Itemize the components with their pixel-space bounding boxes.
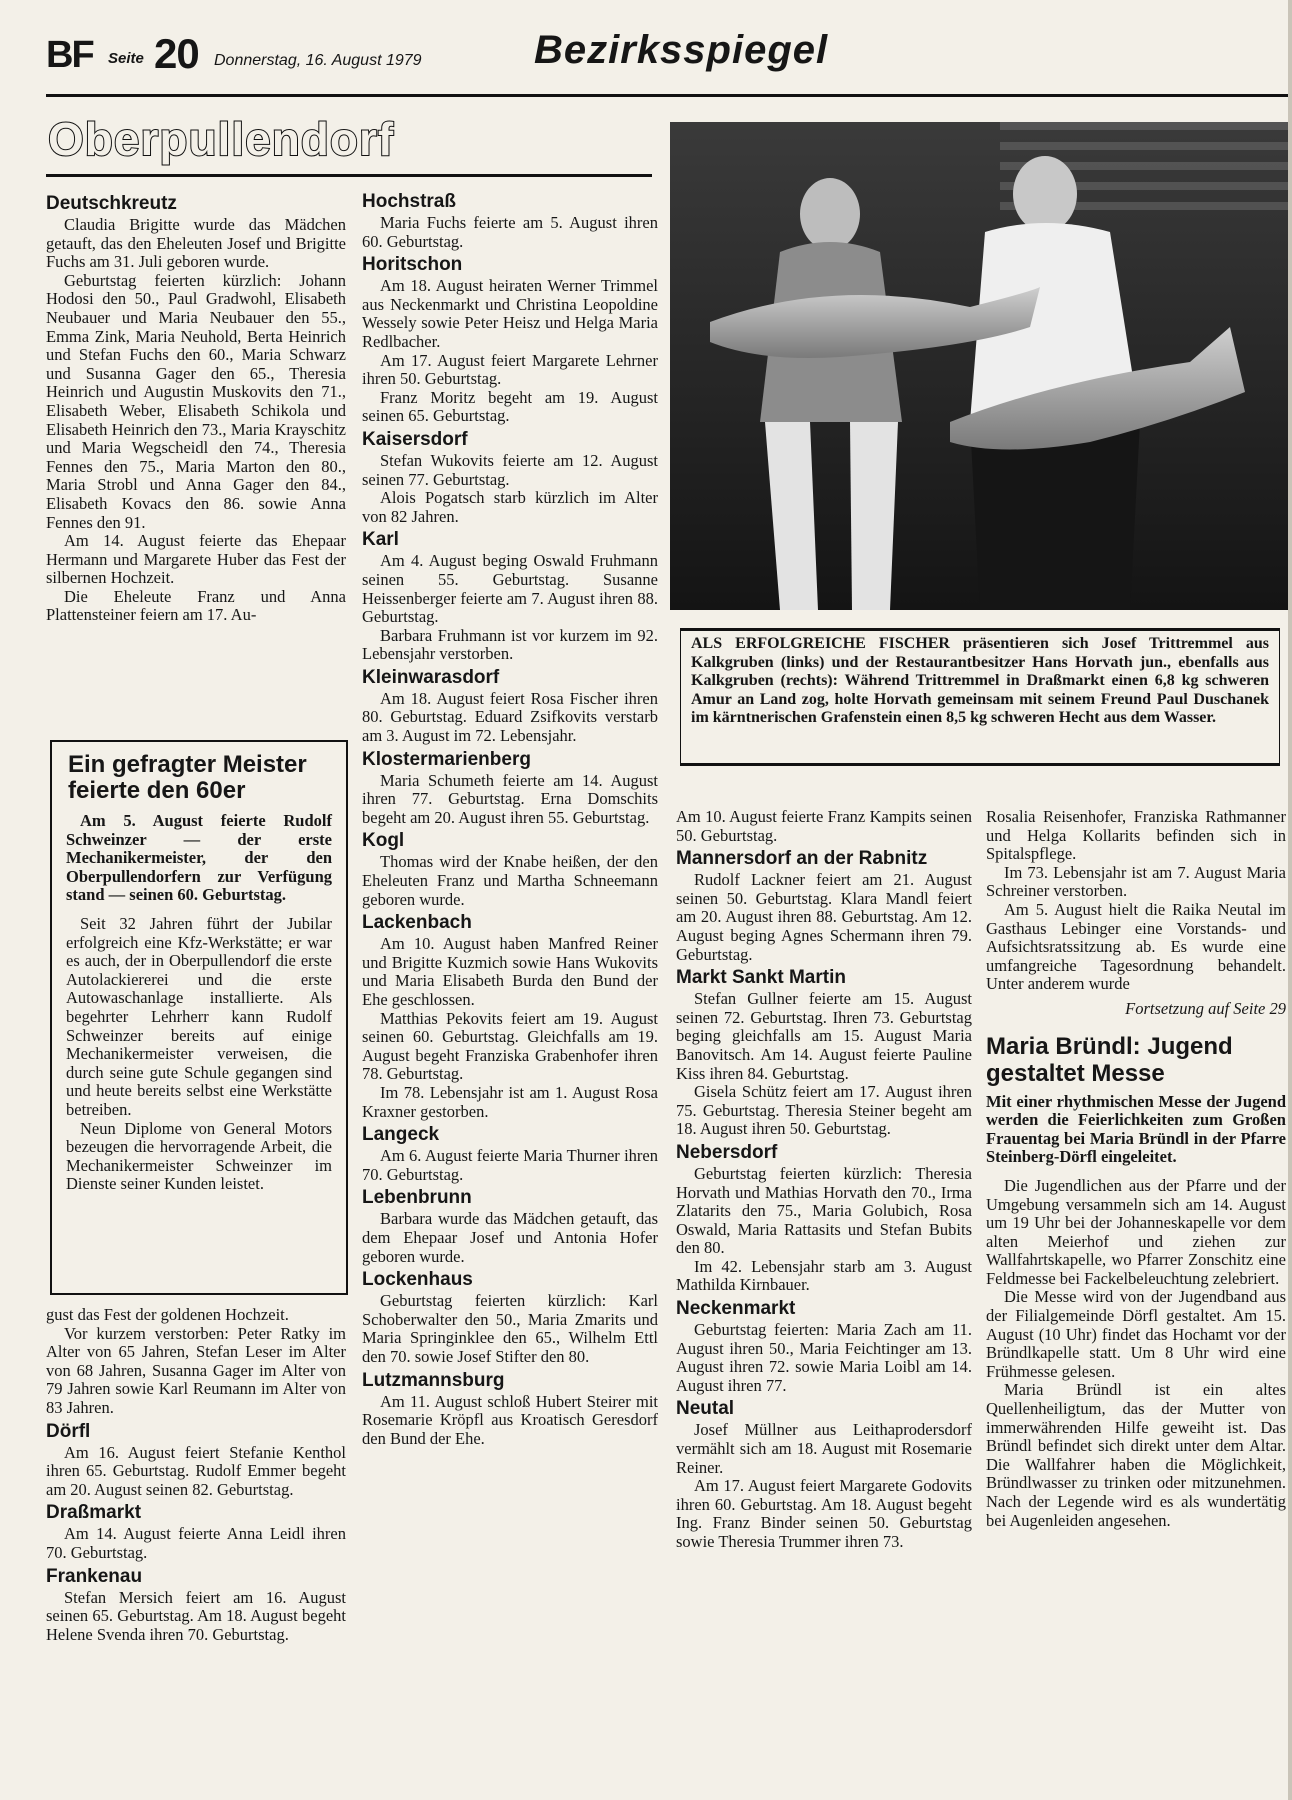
news-paragraph: Am 10. August haben Manfred Reiner und Brigitte Kuzmich sowie Hans Wukovits und Maria Elisabeth Burda den Bund der Ehe geschlossen. [362,934,658,1009]
news-paragraph: Maria Schumeth feierte am 14. August ihren 77. Geburtstag. Erna Domschits begeht am 20. August ihren 55. Geburtstag. [362,770,658,827]
column-4 [986,808,1286,1530]
maria-bruendl-lead: Mit einer rhythmischen Messe der Jugend werden die Feierlichkeiten zum Großen Frauentag bei Maria Bründl in der Pfarre Steinberg-Dörfl eingeleitet. [986,1091,1286,1167]
column-2 [362,188,658,1448]
news-paragraph: Am 18. August heiraten Werner Trimmel aus Neckenmarkt und Christina Leopoldine Wessely sowie Peter Heisz und Helga Maria Redlbacher. [362,276,658,351]
news-paragraph: Geburtstag feierten: Maria Zach am 11. August ihren 50., Maria Feichtinger am 13. August ihren 72. sowie Maria Loibl am 14. August ihren 77. [676,1320,972,1395]
town-heading: Kogl [362,830,405,852]
news-paragraph: Rudolf Lackner feiert am 21. August seinen 50. Geburtstag. Klara Mandl feiert am 20. August ihren 88. Geburtstag. Am 12. August beging Agnes Schermann ihren 79. Geburtstag. [676,870,972,964]
town-heading: Frankenau [46,1565,143,1587]
town-heading: Kaisersdorf [362,428,468,450]
town-heading: Hochstraß [362,191,456,212]
issue-date: Donnerstag, 16. August 1979 [214,52,422,69]
news-paragraph: Neun Diplome von General Motors bezeugen die hervorragende Arbeit, die Mechanikermeister Schweinzer im Dienste seiner Kunden leistet. [66,1118,332,1194]
masthead-rule [46,94,1292,97]
maria-bruendl-body [986,1177,1286,1530]
town-heading: Lebenbrunn [362,1187,472,1209]
news-paragraph: Rosalia Reisenhofer, Franziska Rathmanner und Helga Kollarits befinden sich in Spitalspflege. [986,807,1286,864]
news-paragraph: Alois Pogatsch starb kürzlich im Alter von 82 Jahren. [362,488,658,526]
news-paragraph: Vor kurzem verstorben: Peter Ratky im Alter von 65 Jahren, Stefan Leser im Alter von 68 Jahren, Susanna Gager im Alter von 79 Jahren sowie Karl Reumann im Alter von 83 Jahren. [46,1323,346,1417]
news-paragraph: Am 11. August schloß Hubert Steirer mit Rosemarie Kröpfl aus Kroatisch Geresdorf den Bund der Ehe. [362,1391,658,1448]
news-paragraph: Am 17. August feiert Margarete Godovits ihren 60. Geburtstag. Am 18. August begeht Ing. Franz Binder seinen 50. Geburtstag sowie Theresia Trummer ihren 73. [676,1476,972,1551]
photo-image [670,122,1288,610]
news-paragraph: Am 6. August feierte Maria Thurner ihren 70. Geburtstag. [362,1146,658,1184]
town-heading: Lutzmannsburg [362,1369,505,1391]
news-paragraph: Thomas wird der Knabe heißen, der den Eheleuten Franz und Martha Schneemann geboren wurde. [362,852,658,909]
box-lead: Am 5. August feierte Rudolf Schweinzer — der erste Mechanikermeister, der den Oberpullendorfern zur Verfügung stand — seinen 60. Geburtstag. [66,811,332,905]
news-paragraph: Am 4. August beging Oswald Fruhmann seinen 55. Geburtstag. Susanne Heissenberger feierte am 7. August ihren 88. Geburtstag. [362,551,658,627]
news-paragraph: Franz Moritz begeht am 19. August seinen 65. Geburtstag. [362,387,658,426]
town-heading: Langeck [362,1124,440,1146]
news-paragraph: Am 14. August feierte Anna Leidl ihren 70. Geburtstag. [46,1524,346,1562]
town-heading: Lockenhaus [362,1269,473,1291]
news-paragraph: Geburtstag feierten kürzlich: Karl Schoberwalter den 50., Maria Zmarits und Maria Springinklee den 65., Wilhelm Ettl den 70. sowie Josef Stifter den 80. [362,1291,658,1366]
section-title: Bezirksspiegel [534,28,829,72]
news-paragraph: Claudia Brigitte wurde das Mädchen getauft, das den Eheleuten Josef und Brigitte Fuchs am 31. Juli geboren wurde. [46,215,346,272]
town-heading: Mannersdorf an der Rabnitz [676,848,928,870]
news-paragraph: Stefan Mersich feiert am 16. August seinen 65. Geburtstag. Am 18. August begeht Helene Svenda ihren 70. Geburtstag. [46,1587,346,1644]
column-3 [676,808,972,1552]
news-paragraph: Am 10. August feierte Franz Kampits seinen 50. Geburtstag. [676,807,972,845]
page-number: 20 [154,30,199,77]
maria-bruendl-title: Maria Bründl: Jugend gestaltet Messe [986,1032,1233,1087]
news-paragraph: Stefan Gullner feierte am 15. August seinen 72. Geburtstag. Ihren 73. Geburtstag beging gleichfalls am 15. August Maria Banovitsch. Am 14. August feierte Pauline Kiss ihren 84. Geburtstag. [676,989,972,1083]
town-heading: Horitschon [362,254,463,276]
news-paragraph: Die Eheleute Franz und Anna Plattensteiner feiern am 17. Au- [46,586,346,625]
news-paragraph: Barbara wurde das Mädchen getauft, das dem Ehepaar Josef und Antonia Hofer geboren wurde. [362,1209,658,1266]
news-paragraph: Maria Fuchs feierte am 5. August ihren 60. Geburtstag. [362,213,658,251]
news-paragraph: Geburtstag feierten kürzlich: Theresia Horvath und Mathias Horvath den 70., Irma Zlatarits den 75., Maria Golubich, Rosa Oswald, Maria Rattasits und Stefan Bubits den 80. [676,1163,972,1258]
town-heading: Dörfl [46,1420,91,1442]
town-heading: Nebersdorf [676,1141,778,1163]
box-title: Ein gefragter Meister feierte den 60er [68,751,307,804]
column-1-continued [46,1306,346,1644]
town-heading: Draßmarkt [46,1502,142,1524]
fishermen-photo [670,122,1288,610]
news-paragraph: Geburtstag feierten kürzlich: Johann Hodosi den 50., Paul Gradwohl, Elisabeth Neubauer und Maria Neubauer den 55., Emma Zink, Maria Neuhold, Berta Heinrich und Stefan Fuchs den 60., Maria Schwarz und Susanna Gager den 65., Theresia Heinrich und Augustin Muskovits den 71., Elisabeth Weber, Elisabeth Schikola und Elisabeth Heinrich den 73., Maria Krayschitz und Maria Wegscheidl den 74., Theresia Fennes den 75., Maria Marton den 80., Maria Strobl und Anna Gager den 84., Elisabeth Kovacs den 86. sowie Anna Fennes den 91. [46,270,346,532]
town-heading: Lackenbach [362,912,472,934]
town-heading: Markt Sankt Martin [676,967,846,989]
news-paragraph: Seit 32 Jahren führt der Jubilar erfolgreich eine Kfz-Werkstätte; er war es auch, der in Oberpullendorf die erste Autolackiererei und die erste Autowaschanlage installierte. Als begehrter Lehrherr kann Rudolf Schweinzer bereits auf einige Mechanikermeister verweisen, die durch seine gute Schule gegangen sind und heute bereits selbst eine Werkstätte betreiben. [66,913,332,1119]
news-paragraph: Im 42. Lebensjahr starb am 3. August Mathilda Kirnbauer. [676,1256,972,1295]
feature-box [50,740,348,1295]
news-paragraph: Matthias Pekovits feiert am 19. August seinen 60. Geburtstag. Gleichfalls am 19. August begeht Franziska Grabenhofer ihren 78. Geburtstag. [362,1008,658,1084]
region-rule [46,174,652,177]
town-heading: Neckenmarkt [676,1298,796,1320]
news-paragraph: Am 14. August feierte das Ehepaar Hermann und Margarete Huber das Fest der silbernen Hochzeit. [46,531,346,588]
continued-note: Fortsetzung auf Seite 29 [1125,998,1286,1018]
region-title: Oberpullendorf [48,113,395,165]
news-paragraph: Am 16. August feiert Stefanie Kenthol ihren 65. Geburtstag. Rudolf Emmer begeht am 20. August seinen 82. Geburtstag. [46,1442,346,1499]
news-paragraph: gust das Fest der goldenen Hochzeit. [46,1305,289,1324]
raika-text [986,808,1286,994]
masthead [46,28,1286,96]
town-heading: Neutal [676,1398,735,1420]
news-paragraph: Josef Müllner aus Leithaprodersdorf vermählt sich am 18. August mit Rosemarie Reiner. [676,1420,972,1477]
paper-logo: BF [46,34,93,76]
region-banner [46,112,646,180]
column-1 [46,190,346,625]
news-paragraph: Maria Bründl ist ein altes Quellenheiligtum, das der Mutter von immerwährenden Hilfe geweiht ist. Das Bründl befindet sich direkt unter dem Altar. Die Wallfahrer haben die Möglichkeit, Bründlwasser zu trinken oder mitzunehmen. Nach der Legende wird es als wundertätig bei Augenleiden angesehen. [986,1380,1286,1530]
news-paragraph: Am 18. August feiert Rosa Fischer ihren 80. Geburtstag. Eduard Zsifkovits verstarb am 3. August im 72. Lebensjahr. [362,688,658,746]
news-paragraph: Die Messe wird von der Jugendband aus der Filialgemeinde Dörfl gestaltet. Am 15. August (10 Uhr) findet das Hochamt vor der Bründlkapelle statt. Um 8 Uhr wird eine Frühmesse gelesen. [986,1287,1286,1381]
news-paragraph: Gisela Schütz feiert am 17. August ihren 75. Geburtstag. Theresia Steiner begeht am 18. August ihren 50. Geburtstag. [676,1082,972,1139]
town-heading: Karl [362,529,399,551]
news-paragraph: Stefan Wukovits feierte am 12. August seinen 77. Geburtstag. [362,450,658,489]
town-heading: Klostermarienberg [362,748,531,770]
page-edge [1288,0,1292,1800]
news-paragraph: Im 73. Lebensjahr ist am 7. August Maria Schreiner verstorben. [986,862,1286,901]
box-body [66,915,332,1194]
news-paragraph: Am 17. August feiert Margarete Lehrner ihren 50. Geburtstag. [362,350,658,389]
town-heading: Kleinwarasdorf [362,666,500,688]
town-heading: Deutschkreutz [46,193,177,214]
news-paragraph: Barbara Fruhmann ist vor kurzem im 92. Lebensjahr verstorben. [362,625,658,664]
photo-caption: ALS ERFOLGREICHE FISCHER präsentieren sich Josef Trittremmel aus Kalkgruben (links) und der Restaurantbesitzer Hans Horvath jun., ebenfalls aus Kalkgruben (rechts): Während Trittremmel in Draßmarkt einen 6,8 kg schweren Amur an Land zog, holte Horvath gemeinsam mit seinem Freund Paul Duschanek im kärntnerischen Grafenstein einen 8,5 kg schweren Hecht aus dem Wasser. [680,628,1280,766]
news-paragraph: Im 78. Lebensjahr ist am 1. August Rosa Kraxner gestorben. [362,1082,658,1121]
news-paragraph: Am 5. August hielt die Raika Neutal im Gasthaus Lebinger eine Vorstands- und Aufsichtsratssitzung ab. Es wurde eine umfangreiche Tagesordnung behandelt. Unter anderem wurde [986,899,1286,994]
news-paragraph: Die Jugendlichen aus der Pfarre und der Umgebung versammeln sich am 14. August um 19 Uhr bei der Johanneskapelle vor dem alten Meierhof und ziehen zur Wallfahrtskapelle, wo Pfarrer Zonschitz eine Feldmesse bei Fackelbeleuchtung zelebriert. [986,1175,1286,1288]
seite-label: Seite [108,50,144,67]
